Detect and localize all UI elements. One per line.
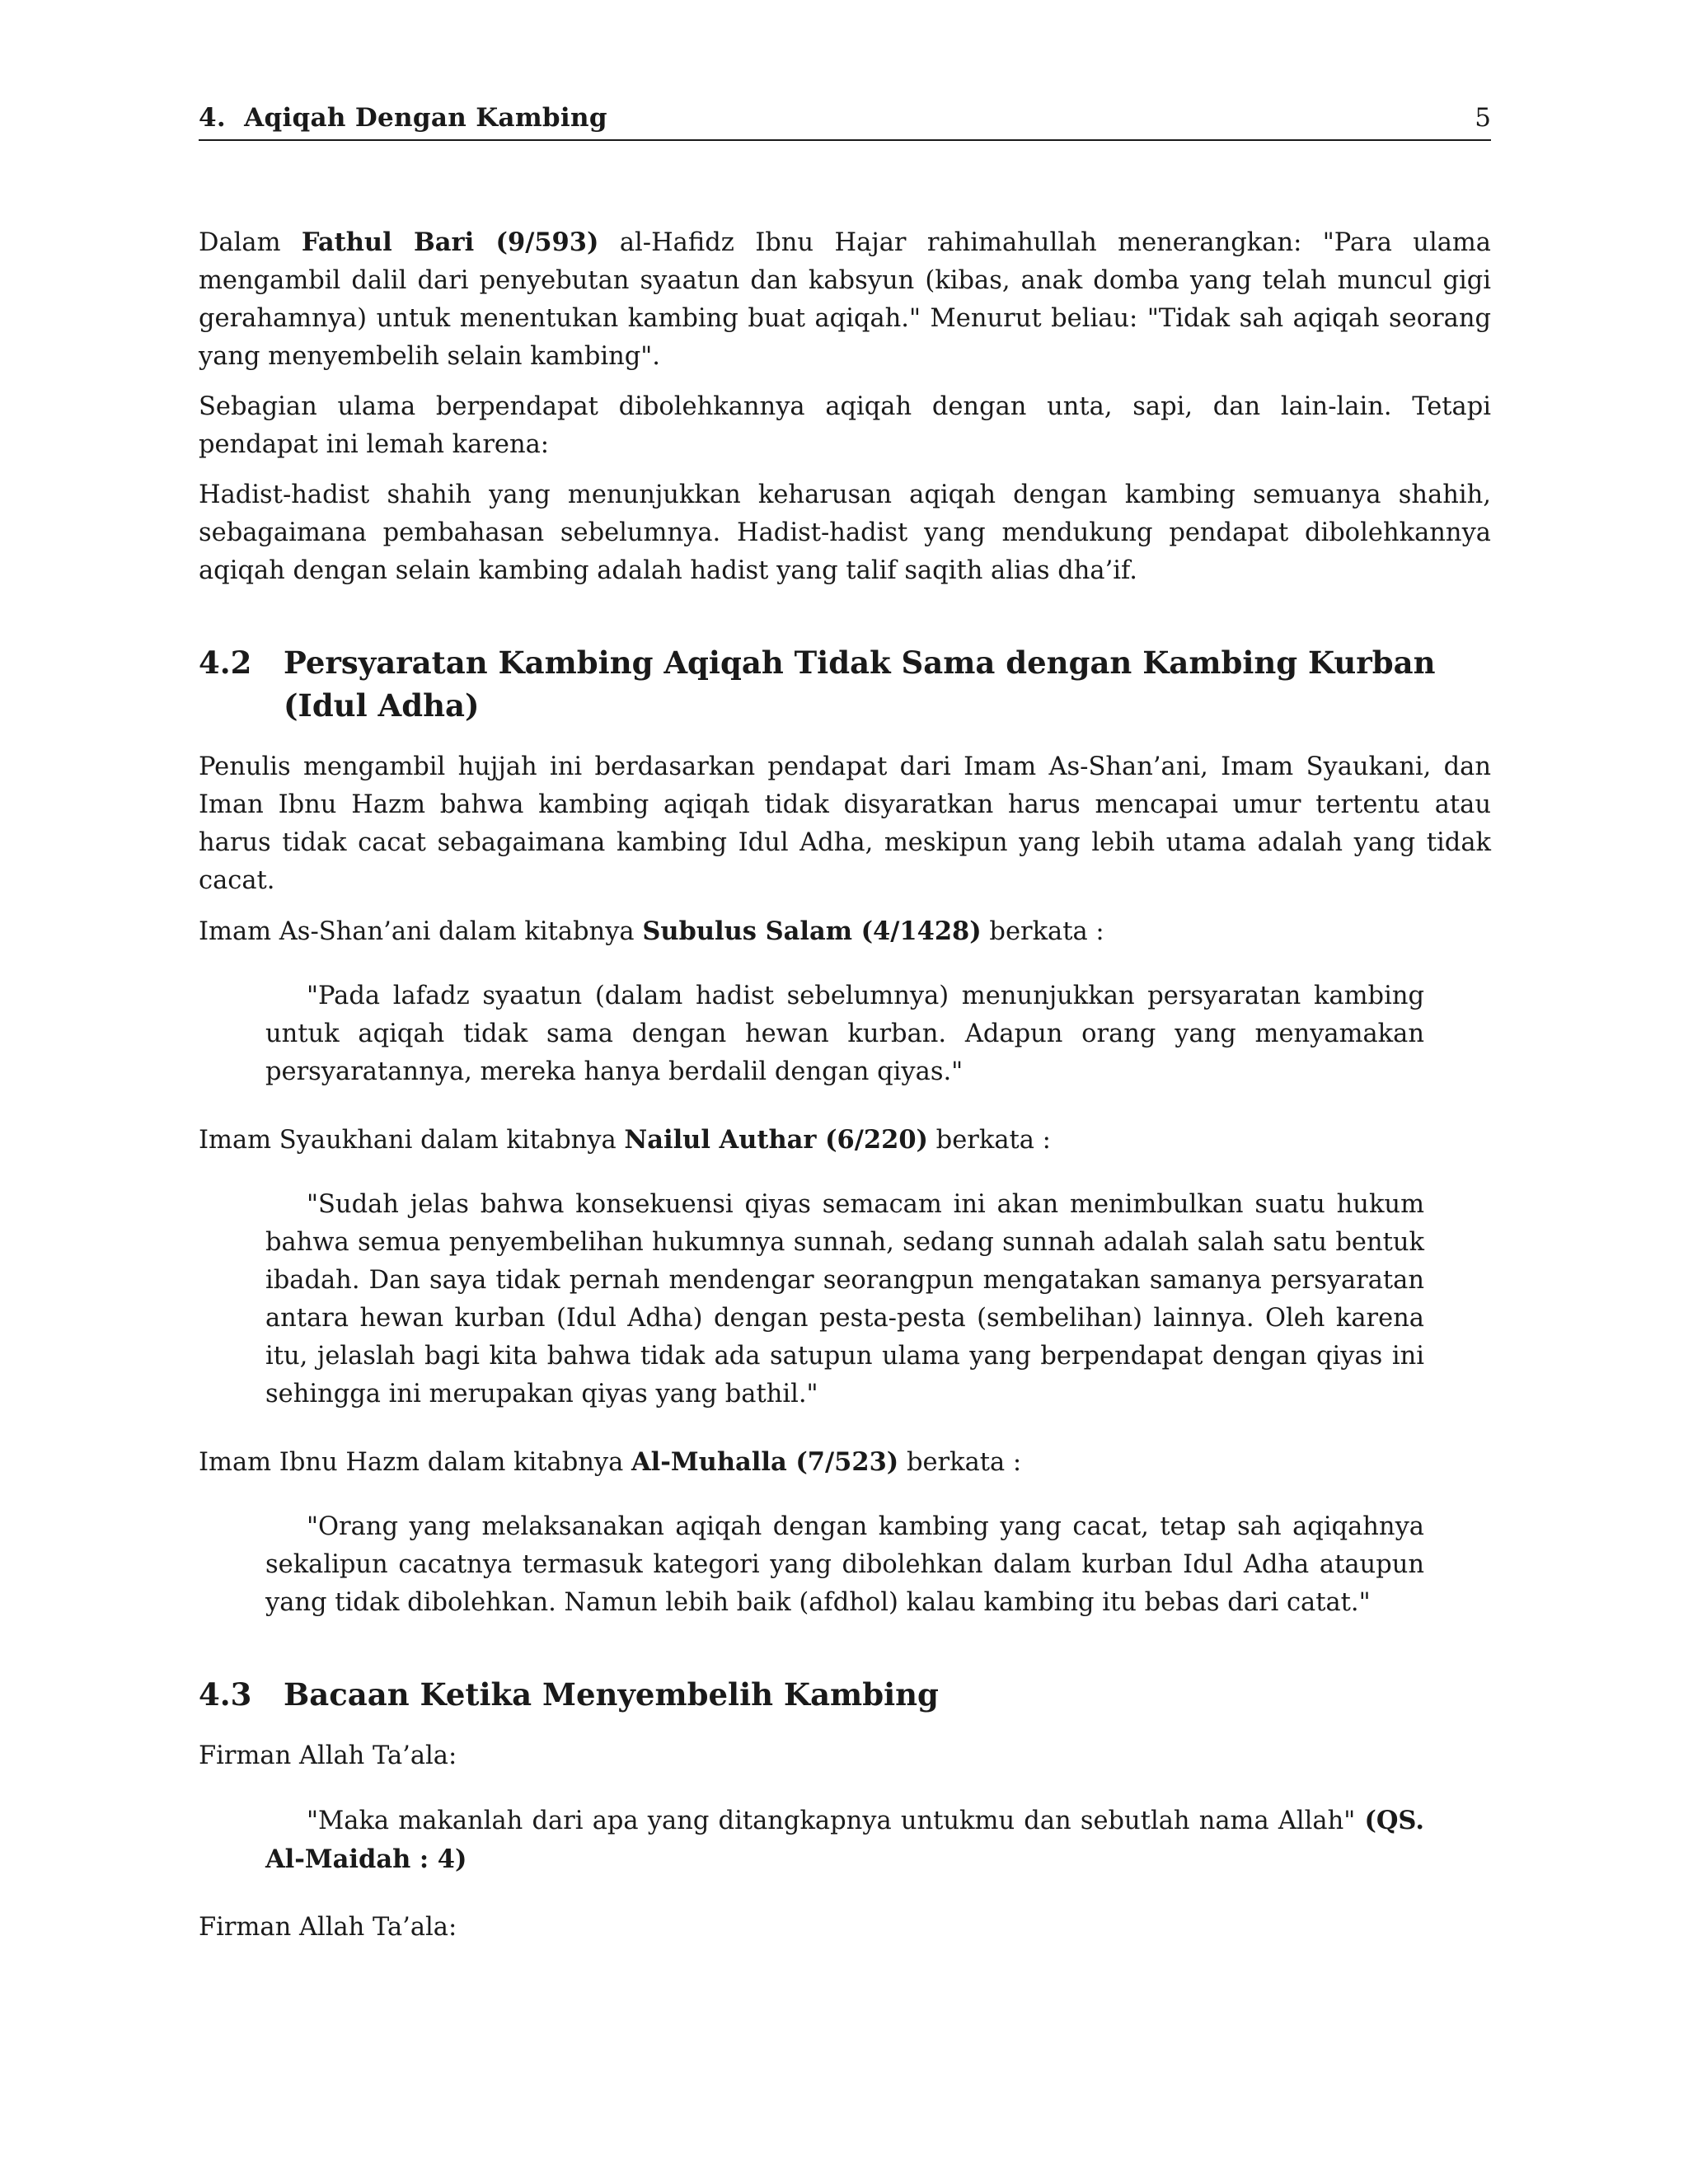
quote-text: "Sudah jelas bahwa konsekuensi qiyas semacam ini akan menimbulkan suatu hukum bahwa semua penyembelihan hukumnya sunnah, sedang sunnah adalah salah satu bentuk ibadah. Dan saya tidak pernah mendengar seorangpun mengatakan samanya persyaratan antara hewan kurban (Idul Adha) dengan pesta-pesta (sembelihan) lainnya. Oleh karena itu, jelaslah bagi kita bahwa tidak ada satupun ulama yang berpendapat dengan qiyas ini sehingga ini merupakan qiyas yang bathil."	[265, 1190, 1424, 1408]
section-heading-4-2	[199, 641, 1491, 727]
citation-subulus-salam: Subulus Salam (4/1428)	[642, 916, 982, 946]
text-run: berkata :	[981, 917, 1104, 946]
citation-al-muhalla: Al-Muhalla (7/523)	[631, 1447, 899, 1477]
document-page	[199, 103, 1491, 1959]
quote-text	[265, 1802, 1424, 1879]
citation-al-maidah: (QS. Al-Maidah : 4)	[265, 1806, 1424, 1874]
quote-text: "Pada lafadz syaatun (dalam hadist sebelumnya) menunjukkan persyaratan kambing untuk aqiqah tidak sama dengan hewan kurban. Adapun orang yang menyamakan persyaratannya, mereka hanya berdalil dengan qiyas."	[265, 982, 1424, 1086]
page-number: 5	[1475, 103, 1491, 133]
chapter-title: Aqiqah Dengan Kambing	[244, 103, 607, 133]
paragraph-firman-1: Firman Allah Ta’ala:	[199, 1741, 457, 1770]
quote-syaukhani	[265, 1186, 1424, 1413]
chapter-number: 4.	[199, 103, 226, 133]
paragraph-syaukhani	[199, 1121, 1491, 1160]
paragraph-firman-2: Firman Allah Ta’ala:	[199, 1913, 457, 1942]
quote-text: "Orang yang melaksanakan aqiqah dengan kambing yang cacat, tetap sah aqiqahnya sekalipun cacatnya termasuk kategori yang dibolehkan dalam kurban Idul Adha ataupun yang tidak dibolehkan. Namun lebih baik (afdhol) kalau kambing itu bebas dari catat."	[265, 1512, 1424, 1617]
paragraph-as-shanani	[199, 912, 1491, 951]
quote-al-maidah	[265, 1802, 1424, 1879]
citation-nailul-authar: Nailul Authar (6/220)	[624, 1125, 928, 1155]
running-header	[199, 103, 1491, 141]
text-run: Imam As-Shan’ani dalam kitabnya	[199, 917, 643, 946]
text-run: Imam Syaukhani dalam kitabnya	[199, 1126, 625, 1155]
section-title: Persyaratan Kambing Aqiqah Tidak Sama dengan Kambing Kurban (Idul Adha)	[284, 644, 1436, 724]
section-number: 4.3	[199, 1676, 252, 1713]
section-heading-4-3	[199, 1673, 1491, 1716]
section-title: Bacaan Ketika Menyembelih Kambing	[284, 1676, 939, 1713]
text-run: al-Hafidz Ibnu Hajar rahimahullah menerangkan: "Para ulama mengambil dalil dari penyebutan syaatun dan kabsyun (kibas, anak domba yang telah muncul gigi gerahamnya) untuk menentukan kambing buat aqiqah." Menurut beliau: "Tidak sah aqiqah seorang yang menyembelih selain kambing".	[199, 228, 1491, 371]
text-run: berkata :	[898, 1448, 1022, 1477]
quote-ibnu-hazm	[265, 1508, 1424, 1622]
quote-as-shanani	[265, 977, 1424, 1091]
text-run: Dalam	[199, 228, 302, 257]
paragraph-hadist-shahih: Hadist-hadist shahih yang menunjukkan keharusan aqiqah dengan kambing semuanya shahih, sebagaimana pembahasan sebelumnya. Hadist-hadist yang mendukung pendapat dibolehkannya aqiqah dengan selain kambing adalah hadist yang talif saqith alias dha’if.	[199, 480, 1491, 585]
text-run: Imam Ibnu Hazm dalam kitabnya	[199, 1448, 632, 1477]
section-number: 4.2	[199, 644, 252, 681]
body-text	[199, 223, 1491, 1947]
paragraph-ibnu-hazm	[199, 1443, 1491, 1482]
citation-fathul-bari: Fathul Bari (9/593)	[301, 227, 599, 257]
text-run: "Maka makanlah dari apa yang ditangkapnya untukmu dan sebutlah nama Allah"	[307, 1807, 1365, 1835]
paragraph-fathul-bari	[199, 223, 1491, 376]
paragraph-penulis: Penulis mengambil hujjah ini berdasarkan pendapat dari Imam As-Shan’ani, Imam Syaukani, dan Iman Ibnu Hazm bahwa kambing aqiqah tidak disyaratkan harus mencapai umur tertentu atau harus tidak cacat sebagaimana kambing Idul Adha, meskipun yang lebih utama adalah yang tidak cacat.	[199, 752, 1491, 895]
text-run: berkata :	[927, 1126, 1051, 1155]
chapter-header	[199, 103, 607, 133]
paragraph-sebagian-ulama: Sebagian ulama berpendapat dibolehkannya aqiqah dengan unta, sapi, dan lain-lain. Tetapi pendapat ini lemah karena:	[199, 392, 1491, 459]
